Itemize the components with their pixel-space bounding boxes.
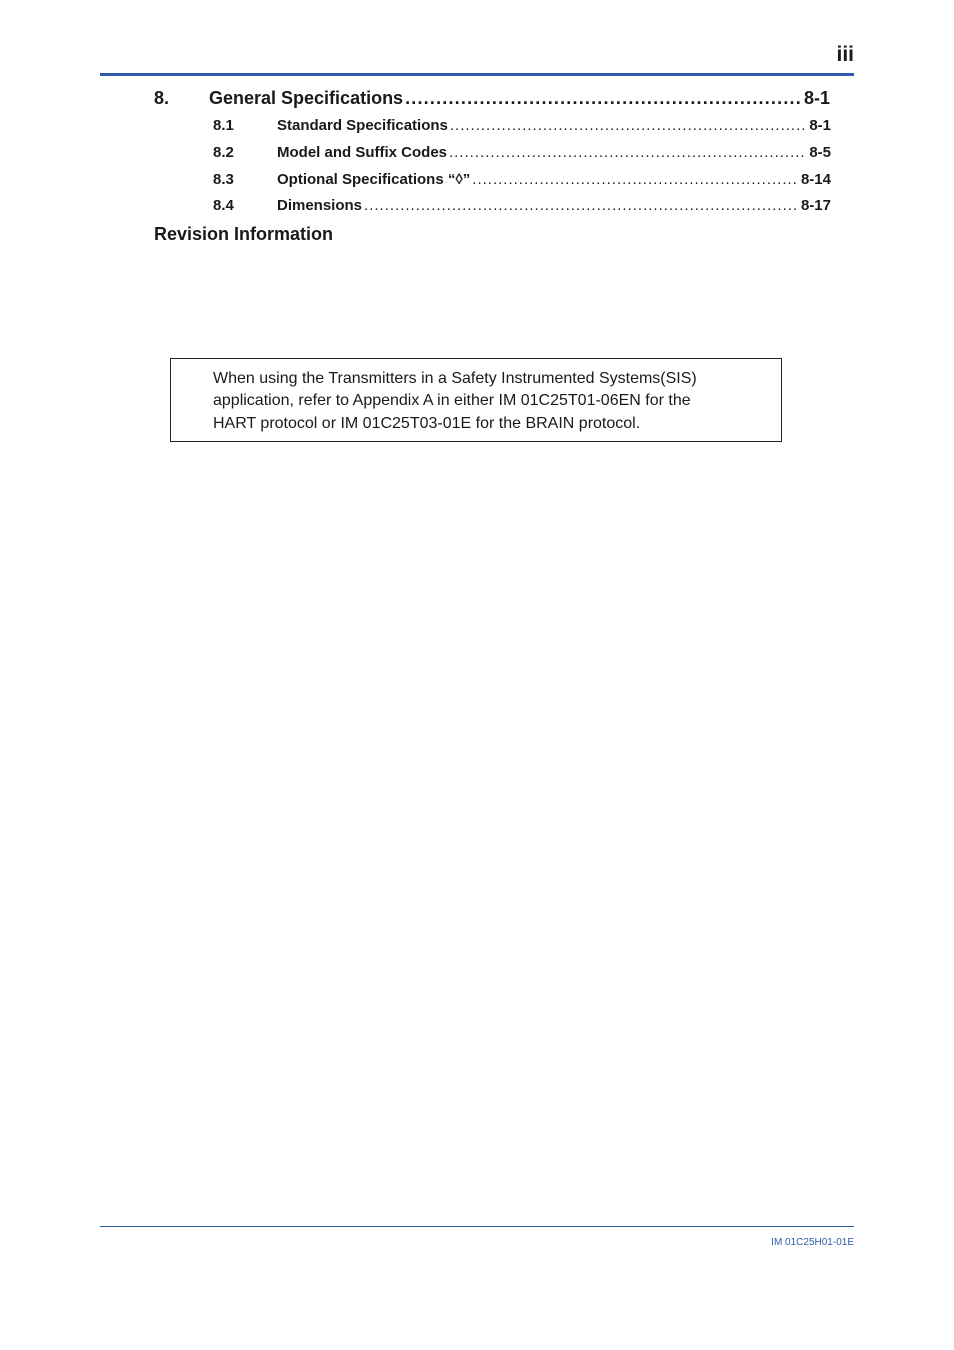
toc-entry-8-1[interactable] (213, 117, 831, 135)
toc-entry-revision-information[interactable]: Revision Information (154, 224, 334, 244)
toc-page-number: 8-17 (800, 197, 831, 214)
page-number: iii (836, 43, 854, 66)
toc-leader-dots (364, 197, 799, 215)
toc-entry-8-4[interactable] (213, 197, 831, 215)
toc-entry-8-2[interactable] (213, 144, 831, 162)
toc-leader-dots (405, 87, 802, 109)
toc-page-number: 8-5 (809, 144, 831, 161)
note-line: application, refer to Appendix A in either IM 01C25T01-06EN for the (213, 392, 691, 409)
toc-entry-8[interactable] (154, 87, 830, 109)
toc-number: 8.3 (213, 171, 234, 188)
toc-title: Dimensions (277, 197, 363, 214)
toc-title: Model and Suffix Codes (277, 144, 448, 161)
toc-title: General Specifications (209, 88, 404, 108)
toc-page-number: 8-1 (809, 117, 831, 134)
footer-rule (100, 1226, 854, 1227)
document-code: IM 01C25H01-01E (771, 1237, 854, 1248)
toc-page-number: 8-1 (803, 88, 830, 108)
toc-number: 8.1 (213, 117, 234, 134)
toc-page-number: 8-14 (800, 171, 831, 188)
toc-leader-dots (449, 144, 807, 162)
sis-note-box (170, 358, 782, 442)
note-line: HART protocol or IM 01C25T03-01E for the BRAIN protocol. (213, 415, 641, 432)
toc-number: 8. (154, 88, 170, 108)
toc-leader-dots (450, 117, 807, 135)
toc-entry-8-3[interactable] (213, 171, 831, 189)
header-rule (100, 73, 854, 76)
toc-number: 8.2 (213, 144, 234, 161)
toc-number: 8.4 (213, 197, 234, 214)
toc-title: Optional Specifications “◊” (277, 171, 471, 188)
toc-leader-dots (472, 171, 799, 189)
note-line: When using the Transmitters in a Safety Instrumented Systems(SIS) (213, 370, 697, 387)
toc-title: Standard Specifications (277, 117, 448, 134)
